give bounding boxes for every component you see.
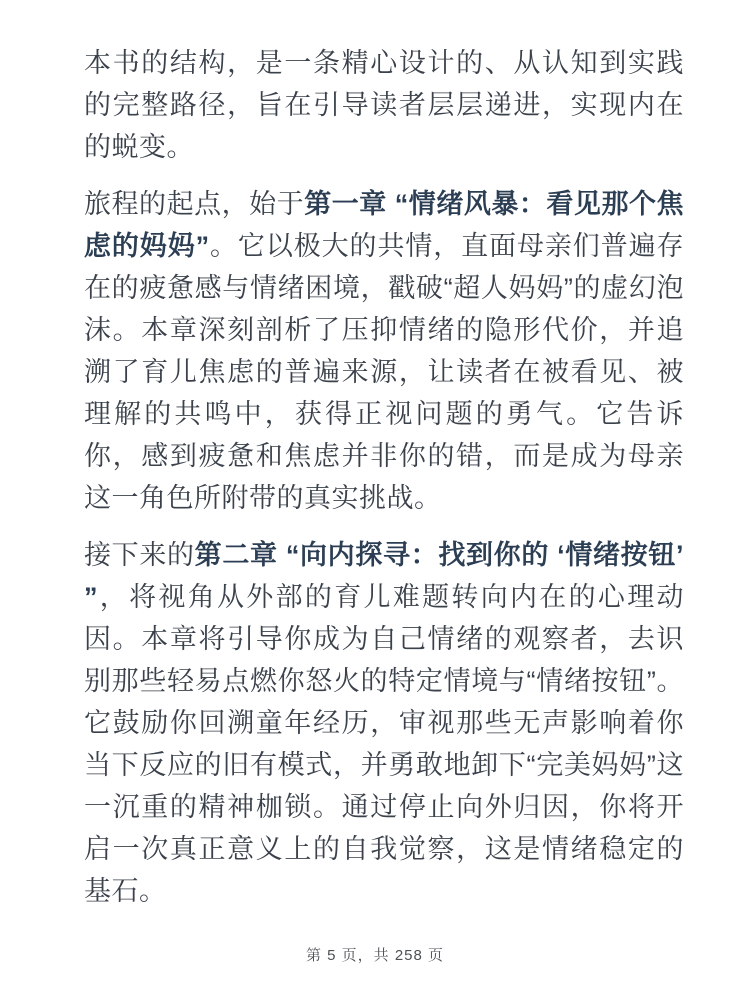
chapter-1-title: 第一章 “情绪风暴：看见那个焦虑的妈妈”	[84, 189, 684, 261]
chapter-2-title: 第二章 “向内探寻：找到你的 ‘情绪按钮’ ”	[84, 540, 684, 612]
paragraph-text: 。它以极大的共情，直面母亲们普遍存在的疲惫感与情绪困境，戳破“超人妈妈”的虚幻泡沫。本章深刻剖析了压抑情绪的隐形代价，并追溯了育儿焦虑的普遍来源，让读者在被看见、被理解的共鸣中，获得正视问题的勇气。它告诉你，感到疲惫和焦虑并非你的错，而是成为母亲这一角色所附带的真实挑战。	[84, 231, 685, 513]
paragraph-intro	[84, 42, 684, 168]
paragraph-text: 接下来的	[84, 540, 195, 570]
paragraph-text: ，将视角从外部的育儿难题转向内在的心理动因。本章将引导你成为自己情绪的观察者，去识别那些轻易点燃你怒火的特定情境与“情绪按钮”。它鼓励你回溯童年经历，审视那些无声影响着你当下反应的旧有模式，并勇敢地卸下“完美妈妈”这一沉重的精神枷锁。通过停止向外归因，你将开启一次真正意义上的自我觉察，这是情绪稳定的基石。	[84, 582, 684, 906]
page-text-content	[84, 42, 684, 927]
page-indicator: 第 5 页，共 258 页	[305, 947, 445, 964]
paragraph-chapter-2	[84, 534, 684, 912]
paragraph-chapter-1	[84, 183, 684, 519]
paragraph-text: 本书的结构，是一条精心设计的、从认知到实践的完整路径，旨在引导读者层层递进，实现内在的蜕变。	[84, 48, 684, 162]
paragraph-text: 旅程的起点，始于	[84, 189, 305, 219]
